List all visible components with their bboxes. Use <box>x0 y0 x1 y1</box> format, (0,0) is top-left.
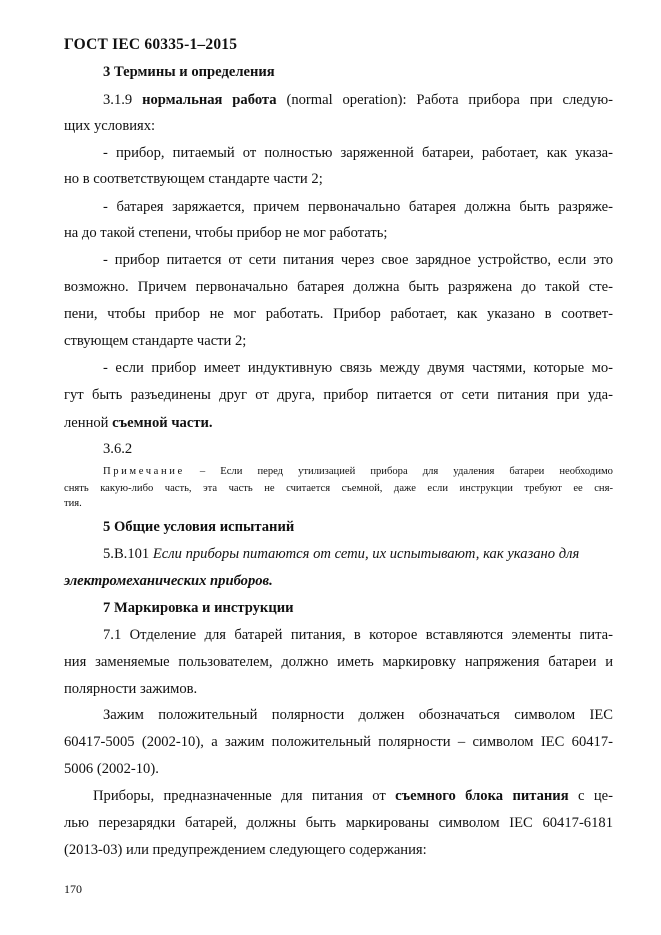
section-5-line-2: электромеханических приборов. <box>64 573 273 589</box>
section-7-p3-line-1 <box>93 788 613 805</box>
bullet-4-line-2: гут быть разъединены друг от друга, прибор питается от сети питания при уда- <box>64 387 613 403</box>
bullet-3-line-1: - прибор питается от сети питания через свое зарядное устройство, если это <box>103 252 613 268</box>
text: с це- <box>578 788 613 804</box>
bullet-1-line-1: - прибор, питаемый от полностью заряженной батареи, работает, как указа- <box>103 145 613 161</box>
bullet-2-line-1: - батарея заряжается, причем первоначально батарея должна быть разряже- <box>103 199 613 215</box>
section-7-heading: 7 Маркировка и инструкции <box>103 600 294 616</box>
text: Если приборы питаются от сети, их испытывают, как указано для <box>152 546 580 562</box>
text: Приборы, предназначенные для питания от <box>93 788 386 804</box>
clause-number: 5.B.101 <box>103 546 150 562</box>
defined-term: съемной части. <box>112 415 213 431</box>
text: (normal operation): Работа прибора при следую- <box>286 92 614 108</box>
section-7-p3-line-2: лью перезарядки батарей, должны быть маркированы символом IEC 60417-6181 <box>64 815 613 831</box>
clause-3-6-2: 3.6.2 <box>103 441 133 457</box>
paragraph-3-1-9-line-1 <box>64 92 613 109</box>
note-line-2: снять какую-либо часть, эта часть не считается съемной, даже если инструкции требуют ее сня- <box>64 483 613 494</box>
section-5-heading: 5 Общие условия испытаний <box>103 519 295 535</box>
section-7-p2-line-1: Зажим положительный полярности должен обозначаться символом IEC <box>103 707 613 723</box>
section-3-heading: 3 Термины и определения <box>103 64 275 80</box>
note-line-3: тия. <box>64 498 82 509</box>
bullet-3-line-3: пени, чтобы прибор не мог работать. Прибор работает, как указано в соответ- <box>64 306 613 322</box>
note-label: Примечание <box>103 466 185 477</box>
defined-term: съемного блока питания <box>395 788 569 804</box>
bullet-2-line-2: на до такой степени, чтобы прибор не мог работать; <box>64 225 388 241</box>
page-number: 170 <box>64 882 82 896</box>
document-header: ГОСТ IEC 60335-1–2015 <box>64 36 238 53</box>
section-5-line-1 <box>103 547 579 562</box>
bullet-1-line-2: но в соответствующем стандарте части 2; <box>64 171 323 187</box>
section-7-p1-line-1: 7.1 Отделение для батарей питания, в которое вставляются элементы пита- <box>103 627 613 643</box>
defined-term: нормальная работа <box>142 92 277 108</box>
paragraph-3-1-9-line-2: щих условиях: <box>64 118 156 134</box>
section-7-p1-line-3: полярности зажимов. <box>64 681 198 697</box>
note-line-1 <box>103 465 613 478</box>
bullet-4-line-3 <box>64 416 213 431</box>
note-text: – Если перед утилизацией прибора для удаления батареи необходимо <box>199 466 613 477</box>
bullet-3-line-2: возможно. Причем первоначально батарея должна быть разряжена до такой сте- <box>64 279 613 295</box>
bullet-4-line-1: - если прибор имеет индуктивную связь между двумя частями, которые мо- <box>103 360 613 376</box>
clause-number: 3.1.9 <box>103 92 133 108</box>
section-7-p1-line-2: ния заменяемые пользователем, должно иметь маркировку напряжения батареи и <box>64 654 613 670</box>
bullet-3-line-4: ствующем стандарте части 2; <box>64 333 247 349</box>
section-7-p2-line-3: 5006 (2002-10). <box>64 761 159 777</box>
section-7-p2-line-2: 60417-5005 (2002-10), а зажим положительный полярности – символом IEC 60417- <box>64 734 613 750</box>
text: ленной <box>64 415 109 431</box>
section-7-p3-line-3: (2013-03) или предупреждением следующего содержания: <box>64 842 427 858</box>
